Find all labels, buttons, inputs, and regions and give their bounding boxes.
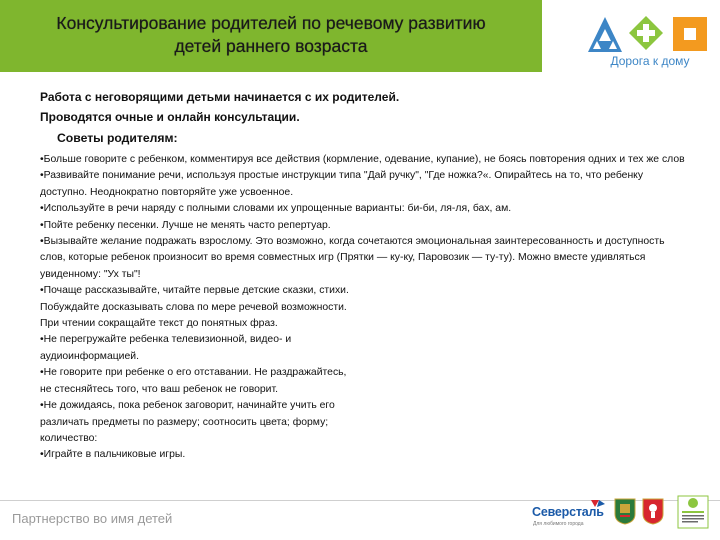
intro-text (40, 87, 680, 127)
title-line-1: Консультирование родителей по речевому развитию (56, 13, 486, 33)
intro-line-2: Проводятся очные и онлайн консультации. (40, 110, 300, 124)
tip-item: аудиоинформацией. (40, 350, 139, 362)
tips-list (40, 152, 688, 464)
tip-item: •Пойте ребенку песенки. Лучше не менять часто репертуар. (40, 219, 331, 231)
intro-line-1: Работа с неговорящими детьми начинается с их родителей. (40, 90, 400, 104)
tip-item: •Не перегружайте ребенка телевизионной, видео- и (40, 334, 292, 346)
footer-text: Партнерство во имя детей (12, 511, 173, 526)
footer-divider (0, 500, 720, 501)
page-title (0, 12, 542, 58)
city-emblem-icon (614, 497, 636, 525)
tip-item: •Больше говорите с ребенком, комментируя все действия (кормление, одевание, купание), не боясь повторения одних и тех же слов (40, 154, 685, 165)
tip-item: •Почаще рассказывайте, читайте первые детские сказки, стихи. (40, 285, 349, 297)
tip-item: •Используйте в речи наряду с полными словами их упрощенные варианты: би-би, ля-ля, бах, ам. (40, 203, 512, 215)
tip-item: количество: (40, 432, 98, 444)
tip-item: •Развивайте понимание речи, используя простые инструкции типа "Дай ручку", "Где ножка?«. Опирайтесь на то, что ребенку доступно. Неоднократно повторяйте уже усвоенное. (40, 170, 644, 198)
tip-item: •Вызывайте желание подражать взрослому. Это возможно, когда сочетаются эмоциональная заинтересованность и доступность слов, которые ребенок произносит во время совместных игр (Прятки — ку-ку, Паровозик — ту-ту). Можно вместе удивляться увиденному: "Ух ты"! (40, 236, 665, 280)
tip-item: различать предметы по размеру; соотносить цвета; форму; (40, 416, 329, 428)
sponsor-name: Северсталь (532, 505, 604, 519)
region-emblem-icon (642, 497, 664, 525)
tips-heading: Советы родителям: (57, 131, 178, 145)
tip-item: Побуждайте досказывать слова по мере речевой возможности. (40, 301, 347, 313)
title-line-2: детей раннего возраста (174, 36, 368, 56)
sponsor-tagline: Для любимого города (533, 521, 584, 527)
tip-item: •Играйте в пальчиковые игры. (40, 449, 186, 461)
tip-item: не стесняйтесь того, что ваш ребенок не говорит. (40, 383, 278, 395)
tip-item: •Не дожидаясь, пока ребенок заговорит, начинайте учить его (40, 400, 335, 412)
tip-item: •Не говорите при ребенке о его отставании. Не раздражайтесь, (40, 367, 347, 379)
tip-item: При чтении сокращайте текст до понятных фраз. (40, 318, 278, 330)
fund-logo-icon (676, 494, 710, 530)
logo-caption: Дорога к дому (610, 54, 690, 68)
